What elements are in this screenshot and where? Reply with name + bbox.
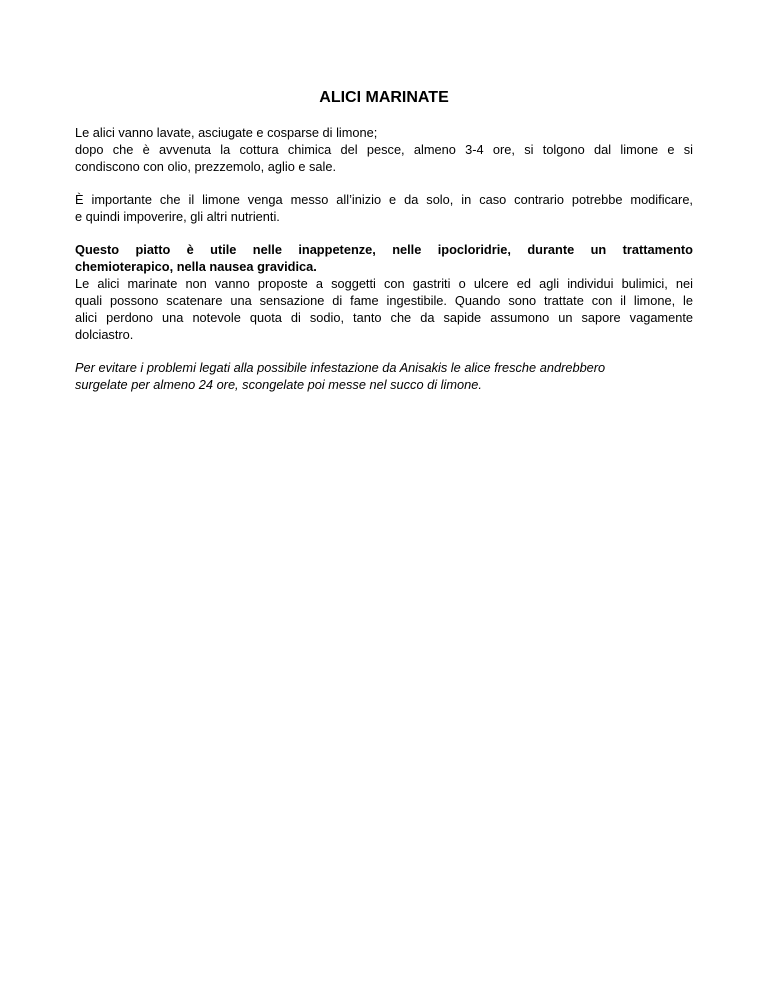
paragraph-lemon-note <box>75 191 693 225</box>
text-line: dopo che è avvenuta la cottura chimica del pesce, almeno 3-4 ore, si tolgono dal limone e si <box>75 142 693 157</box>
document-body <box>75 88 693 409</box>
paragraph-indications <box>75 241 693 343</box>
italic-text-line: surgelate per almeno 24 ore, scongelate poi messe nel succo di limone. <box>75 377 482 392</box>
text-line: condiscono con olio, prezzemolo, aglio e sale. <box>75 159 337 174</box>
text-line: e quindi impoverire, gli altri nutrienti. <box>75 209 280 224</box>
text-line: È importante che il limone venga messo all’inizio e da solo, in caso contrario potrebbe modificare, <box>75 192 693 207</box>
bold-text-line: Questo piatto è utile nelle inappetenze, nelle ipocloridrie, durante un trattamento <box>75 242 693 257</box>
bold-text-line: chemioterapico, nella nausea gravidica. <box>75 259 317 274</box>
text-line: Le alici marinate non vanno proposte a soggetti con gastriti o ulcere ed agli individui bulimici, nei <box>75 276 693 291</box>
paragraph-preparation <box>75 124 693 175</box>
document-title: ALICI MARINATE <box>319 89 449 106</box>
text-line: alici perdono una notevole quota di sodio, tanto che da sapide assumono un sapore vagamente <box>75 310 693 325</box>
text-line: quali possono scatenare una sensazione di fame ingestibile. Quando sono trattate con il limone, le <box>75 293 693 308</box>
italic-text-line: Per evitare i problemi legati alla possibile infestazione da Anisakis le alice fresche andrebbero <box>75 360 606 375</box>
paragraph-anisakis-warning <box>75 359 693 393</box>
text-line: Le alici vanno lavate, asciugate e cosparse di limone; <box>75 125 378 140</box>
text-line: dolciastro. <box>75 327 134 342</box>
